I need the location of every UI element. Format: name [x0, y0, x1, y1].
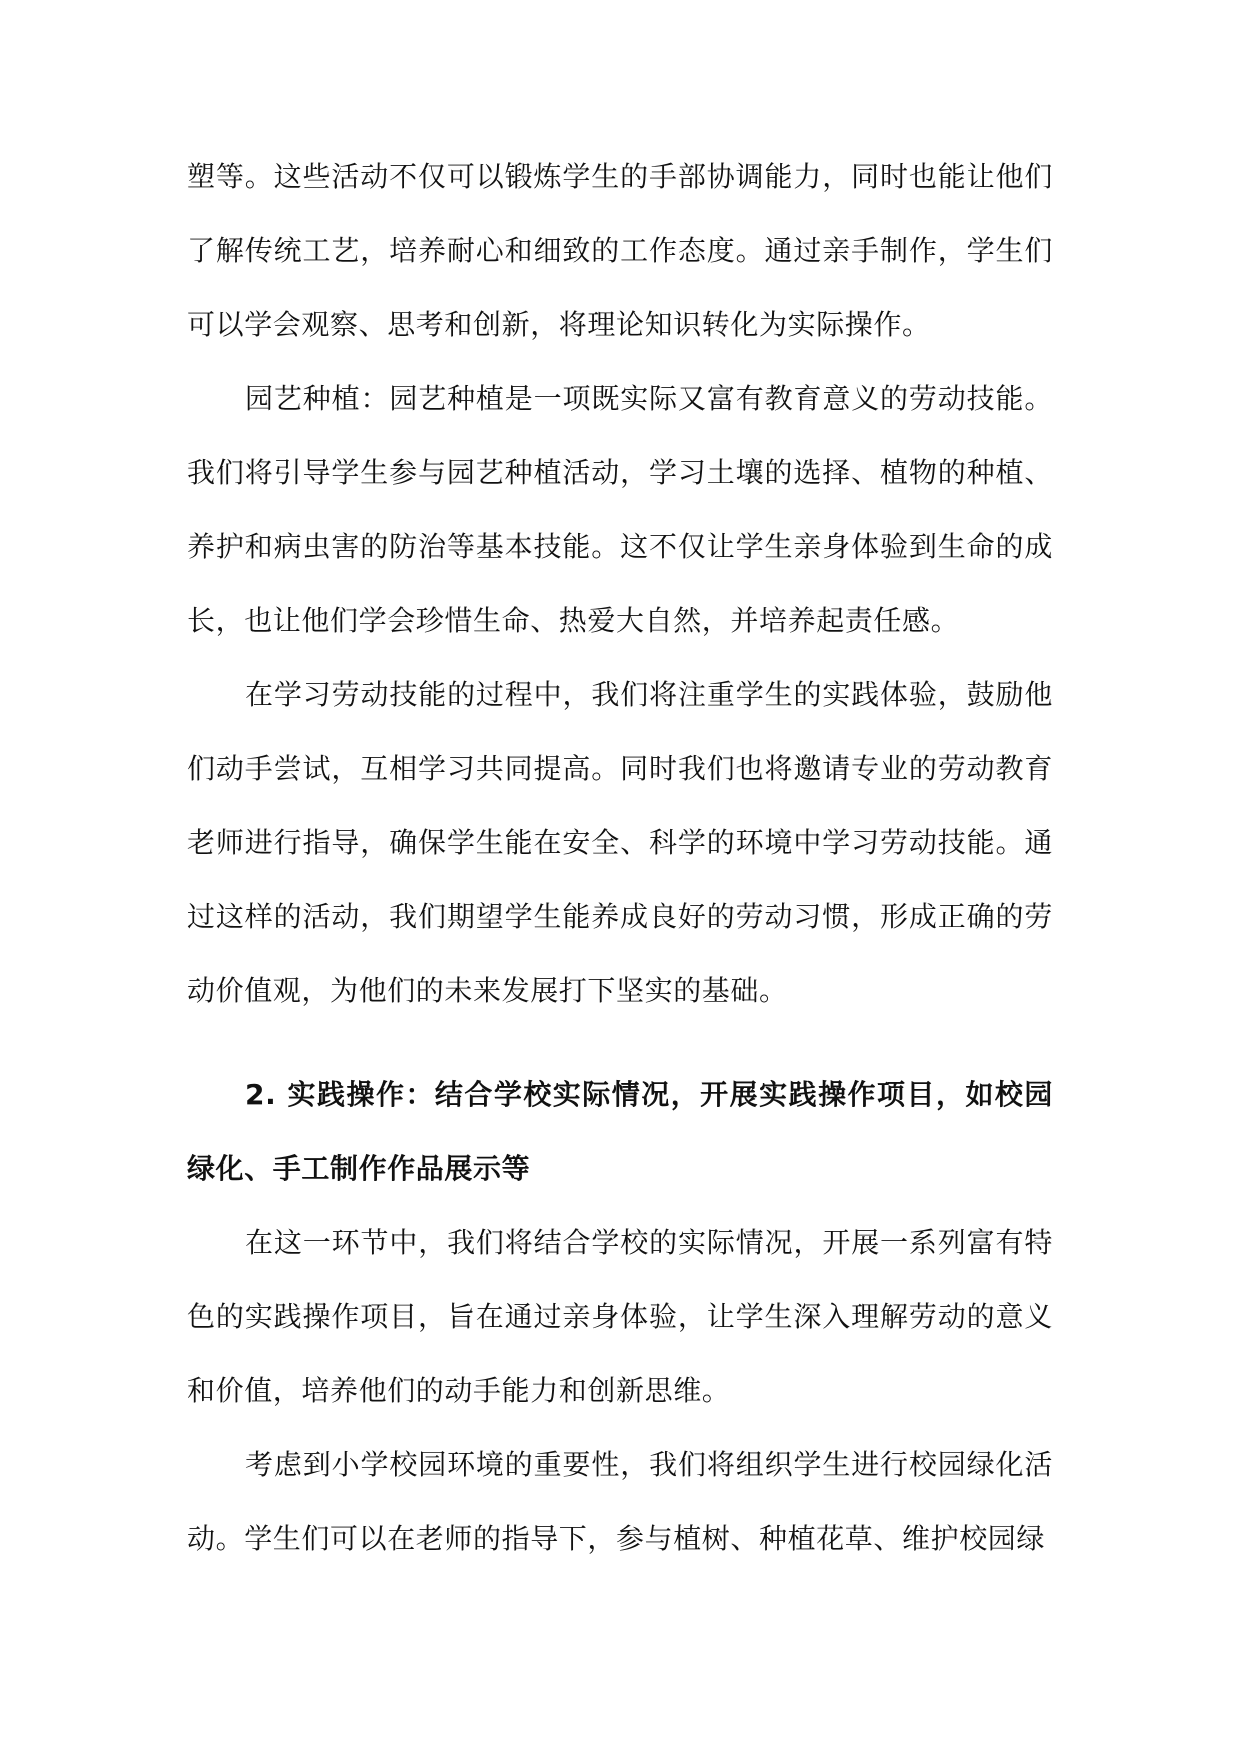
paragraph-gardening: 园艺种植：园艺种植是一项既实际又富有教育意义的劳动技能。我们将引导学生参与园艺种植活动，学习土壤的选择、植物的种植、养护和病虫害的防治等基本技能。这不仅让学生亲身体验到生命的成长，也让他们学会珍惜生命、热爱大自然，并培养起责任感。: [187, 382, 1053, 637]
document-body: [187, 140, 1053, 1576]
paragraph-practice-intro: 在这一环节中，我们将结合学校的实际情况，开展一系列富有特色的实践操作项目，旨在通过亲身体验，让学生深入理解劳动的意义和价值，培养他们的动手能力和创新思维。: [187, 1226, 1053, 1407]
paragraph-labor-skills: 在学习劳动技能的过程中，我们将注重学生的实践体验，鼓励他们动手尝试，互相学习共同提高。同时我们也将邀请专业的劳动教育老师进行指导，确保学生能在安全、科学的环境中学习劳动技能。通过这样的活动，我们期望学生能养成良好的劳动习惯，形成正确的劳动价值观，为他们的未来发展打下坚实的基础。: [187, 678, 1053, 1007]
section-heading: 2. 实践操作：结合学校实际情况，开展实践操作项目，如校园绿化、手工制作作品展示等: [187, 1078, 1053, 1185]
paragraph-campus-greening: 考虑到小学校园环境的重要性，我们将组织学生进行校园绿化活动。学生们可以在老师的指导下，参与植树、种植花草、维护校园绿: [187, 1448, 1053, 1555]
paragraph-continued: 塑等。这些活动不仅可以锻炼学生的手部协调能力，同时也能让他们了解传统工艺，培养耐心和细致的工作态度。通过亲手制作，学生们可以学会观察、思考和创新，将理论知识转化为实际操作。: [187, 160, 1053, 341]
